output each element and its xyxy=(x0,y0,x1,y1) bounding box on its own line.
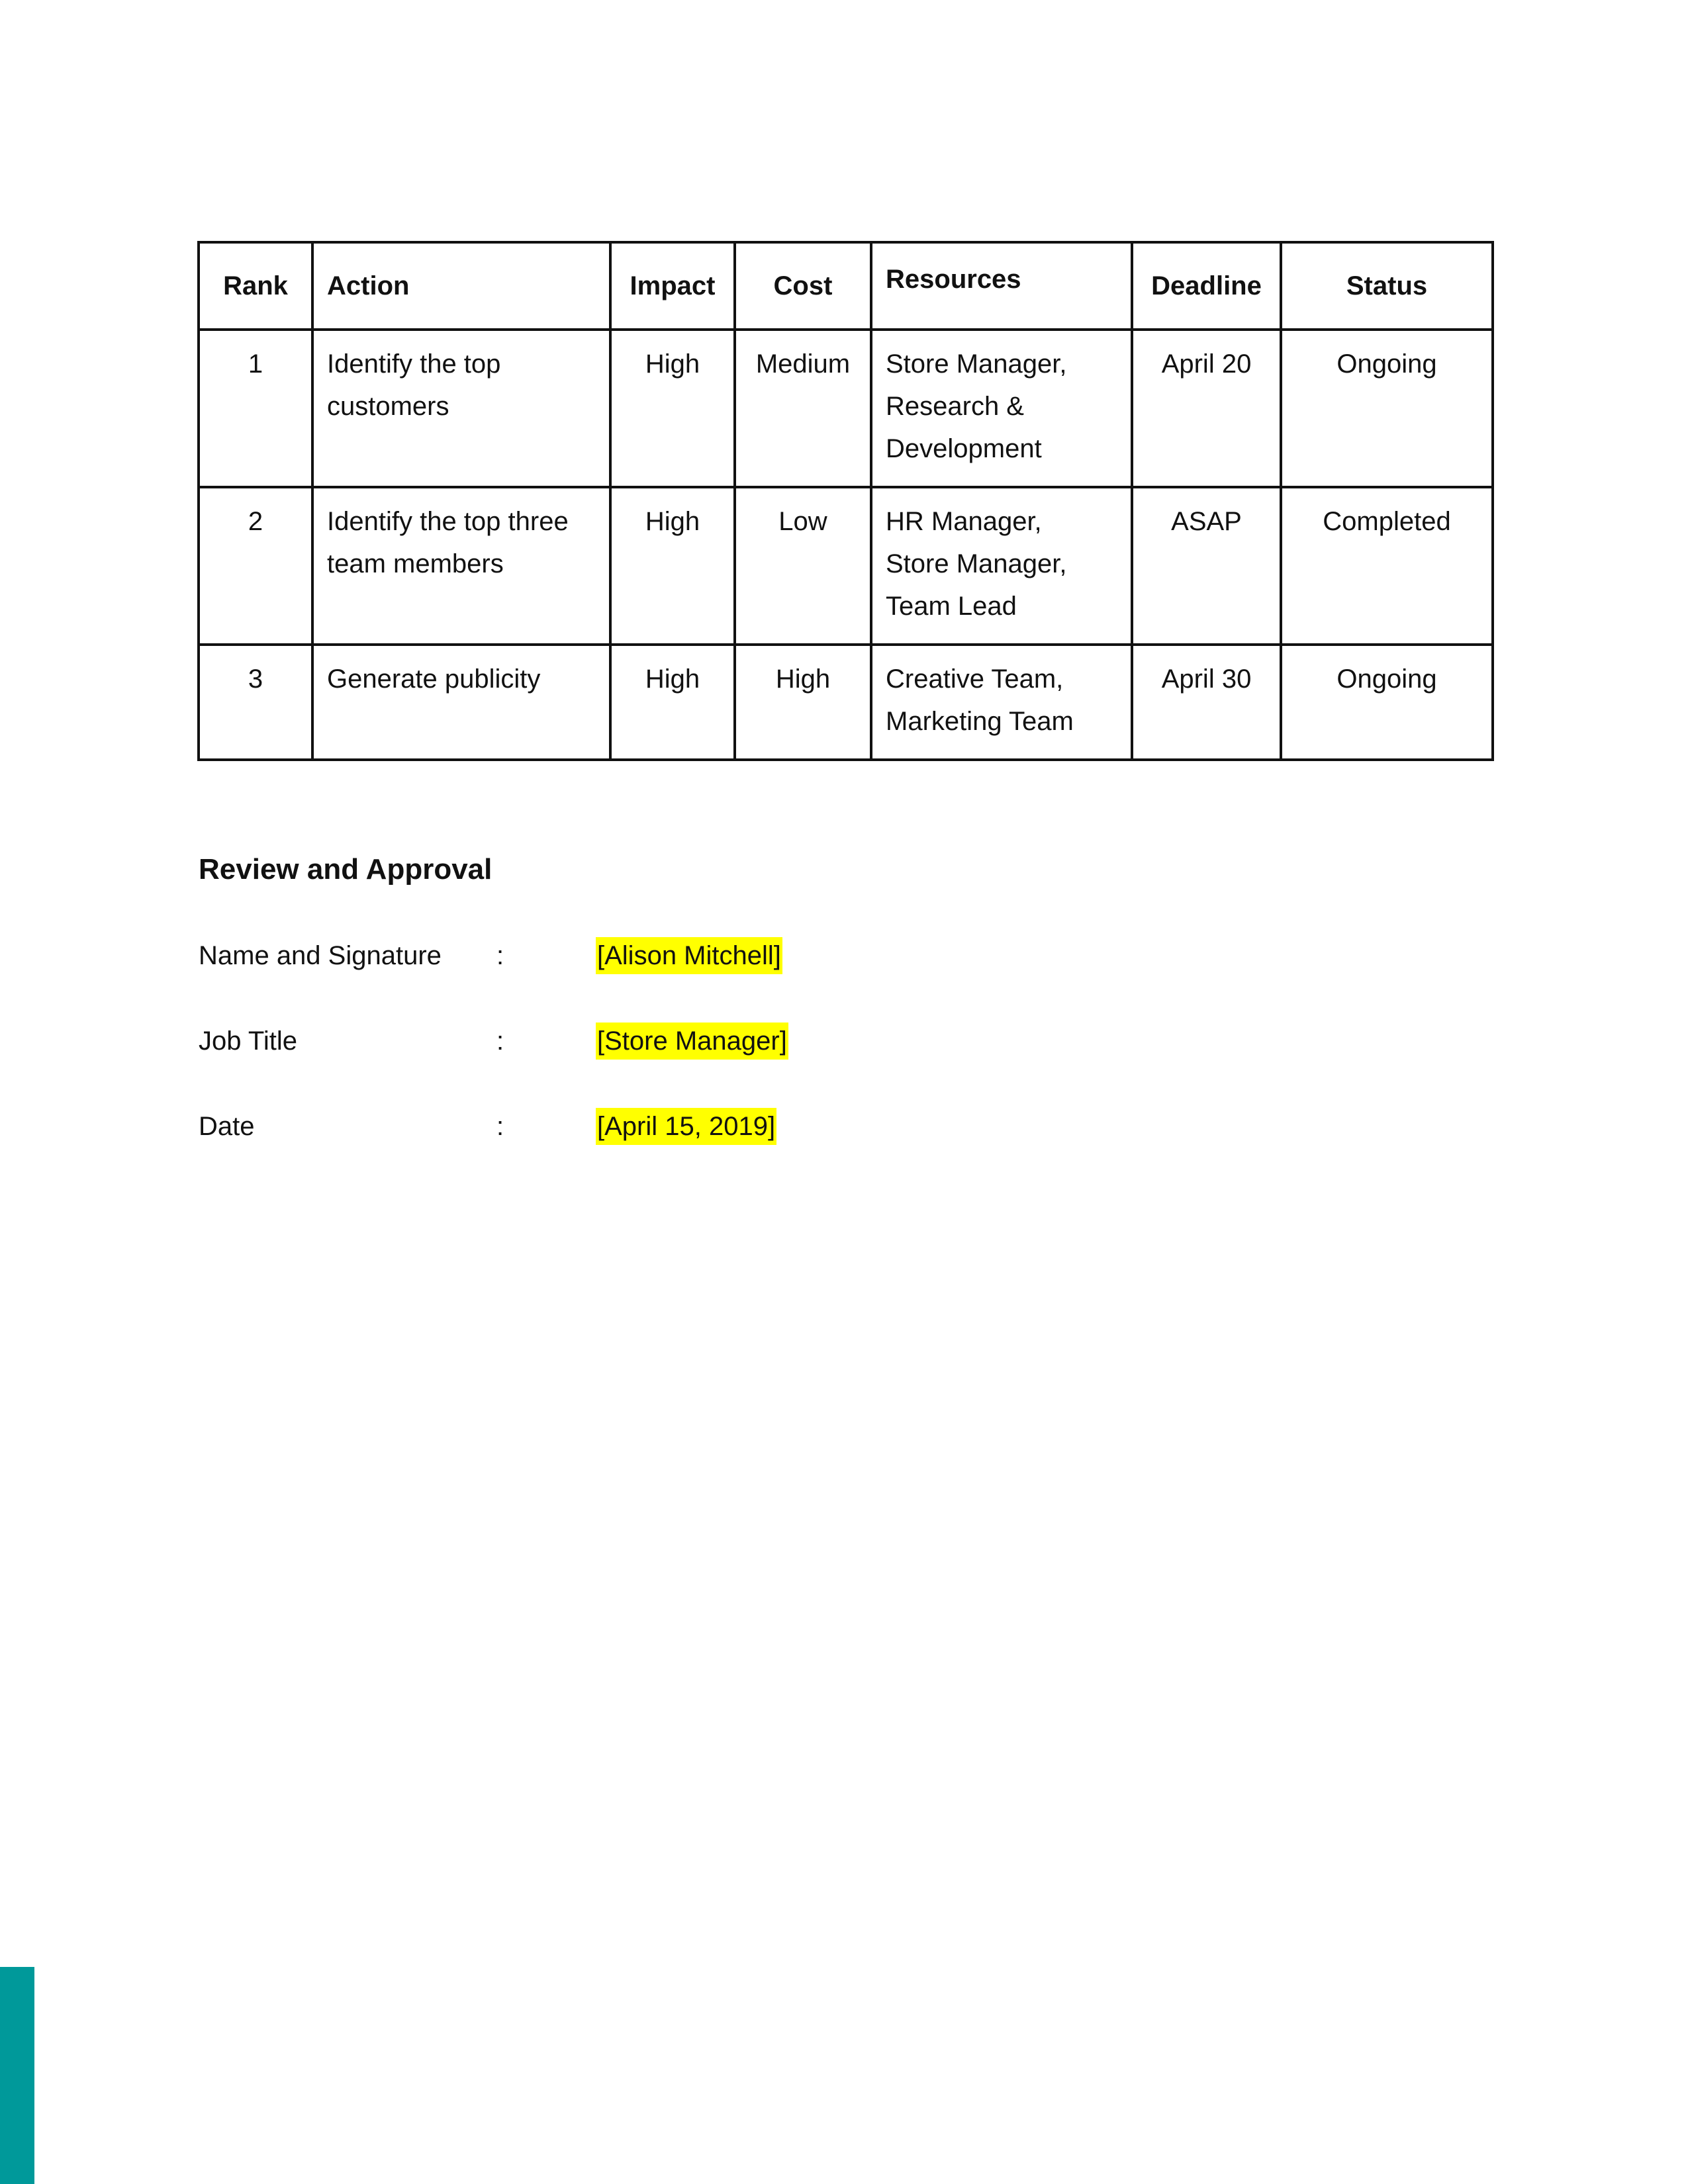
field-label: Date xyxy=(199,1112,255,1141)
table-row xyxy=(199,487,1493,645)
cell-action: Identify the top three team members xyxy=(312,487,610,645)
review-heading: Review and Approval xyxy=(199,853,492,886)
cell-resources xyxy=(871,330,1132,487)
cell-resources xyxy=(871,645,1132,760)
cell-status: Completed xyxy=(1281,487,1493,645)
resource-line: Development xyxy=(886,434,1042,463)
accent-bar xyxy=(0,1967,34,2184)
field-separator: : xyxy=(496,1112,504,1141)
job-title-row xyxy=(199,1021,1192,1061)
cell-deadline: April 30 xyxy=(1132,645,1281,760)
header-cost: Cost xyxy=(735,242,871,330)
field-label: Job Title xyxy=(199,1026,297,1056)
cell-status: Ongoing xyxy=(1281,330,1493,487)
cell-deadline: April 20 xyxy=(1132,330,1281,487)
resource-line: Store Manager, xyxy=(886,349,1067,379)
cell-cost: Low xyxy=(735,487,871,645)
name-value: [Alison Mitchell] xyxy=(596,937,782,974)
cell-rank: 3 xyxy=(199,645,312,760)
header-action: Action xyxy=(312,242,610,330)
resource-line: Marketing Team xyxy=(886,707,1074,736)
date-row xyxy=(199,1107,1192,1146)
cell-rank: 1 xyxy=(199,330,312,487)
cell-action: Identify the top customers xyxy=(312,330,610,487)
field-label: Name and Signature xyxy=(199,941,442,970)
cell-impact: High xyxy=(610,645,735,760)
name-signature-row xyxy=(199,936,1192,976)
header-status: Status xyxy=(1281,242,1493,330)
cell-resources xyxy=(871,487,1132,645)
cell-cost: High xyxy=(735,645,871,760)
cell-rank: 2 xyxy=(199,487,312,645)
resource-line: HR Manager, xyxy=(886,507,1042,536)
field-separator: : xyxy=(496,1026,504,1056)
resource-line: Team Lead xyxy=(886,592,1017,621)
table-header-row xyxy=(199,242,1493,330)
table-row xyxy=(199,645,1493,760)
header-resources: Resources xyxy=(871,242,1132,330)
resource-line: Creative Team, xyxy=(886,664,1064,694)
action-plan-table xyxy=(197,241,1494,761)
resource-line: Research & xyxy=(886,392,1024,421)
date-value: [April 15, 2019] xyxy=(596,1108,776,1145)
field-separator: : xyxy=(496,941,504,970)
job-title-value: [Store Manager] xyxy=(596,1023,788,1060)
resource-line: Store Manager, xyxy=(886,549,1067,578)
cell-deadline: ASAP xyxy=(1132,487,1281,645)
cell-cost: Medium xyxy=(735,330,871,487)
cell-status: Ongoing xyxy=(1281,645,1493,760)
cell-impact: High xyxy=(610,487,735,645)
cell-impact: High xyxy=(610,330,735,487)
header-rank: Rank xyxy=(199,242,312,330)
cell-action: Generate publicity xyxy=(312,645,610,760)
table-row xyxy=(199,330,1493,487)
header-deadline: Deadline xyxy=(1132,242,1281,330)
header-impact: Impact xyxy=(610,242,735,330)
